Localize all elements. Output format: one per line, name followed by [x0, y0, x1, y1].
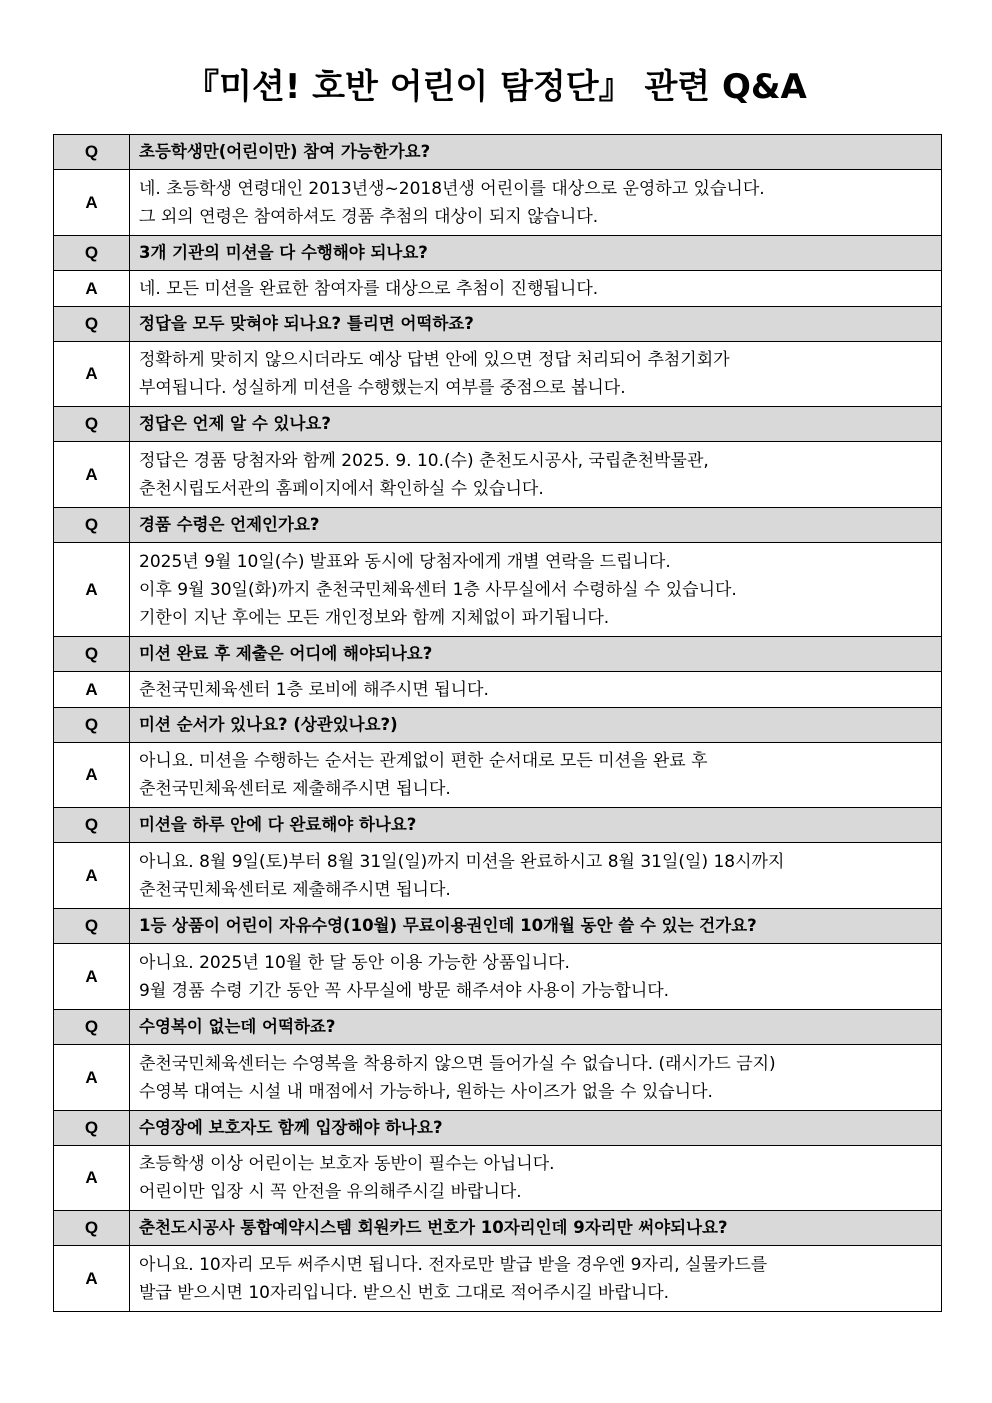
answer-row	[54, 543, 942, 637]
answer-line: 네. 초등학생 연령대인 2013년생~2018년생 어린이를 대상으로 운영하고 있습니다.	[139, 178, 765, 199]
question-text: 초등학생만(어린이만) 참여 가능한가요?	[130, 135, 942, 170]
question-row	[54, 1111, 942, 1146]
qa-table-body	[54, 135, 942, 1312]
question-text: 미션 완료 후 제출은 어디에 해야되나요?	[130, 637, 942, 672]
answer-label: A	[54, 170, 130, 236]
answer-row	[54, 1146, 942, 1211]
question-label: Q	[54, 909, 130, 944]
question-label: Q	[54, 1010, 130, 1045]
answer-label: A	[54, 342, 130, 407]
qa-table	[53, 134, 942, 1312]
answer-text	[130, 672, 942, 708]
answer-line: 정답은 경품 당첨자와 함께 2025. 9. 10.(수) 춘천도시공사, 국립춘천박물관,	[139, 450, 709, 471]
question-label: Q	[54, 135, 130, 170]
answer-label: A	[54, 843, 130, 909]
question-row	[54, 808, 942, 843]
answer-line: 아니요. 8월 9일(토)부터 8월 31일(일)까지 미션을 완료하시고 8월 31일(일) 18시까지	[139, 851, 785, 872]
answer-text	[130, 743, 942, 808]
answer-line: 아니요. 2025년 10월 한 달 동안 이용 가능한 상품입니다.	[139, 952, 570, 973]
question-label: Q	[54, 307, 130, 342]
answer-line: 정확하게 맞히지 않으시더라도 예상 답변 안에 있으면 정답 처리되어 추첨기회가	[139, 350, 730, 370]
answer-line: 춘천국민체육센터는 수영복을 착용하지 않으면 들어가실 수 없습니다. (래시가드 금지)	[139, 1053, 776, 1074]
answer-label: A	[54, 1045, 130, 1111]
question-row	[54, 407, 942, 442]
question-row	[54, 307, 942, 342]
answer-row	[54, 843, 942, 909]
answer-label: A	[54, 543, 130, 637]
answer-label: A	[54, 1246, 130, 1312]
question-row	[54, 909, 942, 944]
answer-line: 춘천국민체육센터 1층 로비에 해주시면 됩니다.	[139, 679, 489, 700]
answer-row	[54, 743, 942, 808]
answer-line: 부여됩니다. 성실하게 미션을 수행했는지 여부를 중점으로 봅니다.	[139, 378, 626, 398]
question-text: 미션을 하루 안에 다 완료해야 하나요?	[130, 808, 942, 843]
question-label: Q	[54, 407, 130, 442]
answer-row	[54, 271, 942, 307]
answer-line: 초등학생 이상 어린이는 보호자 동반이 필수는 아닙니다.	[139, 1154, 555, 1174]
answer-text	[130, 1045, 942, 1111]
answer-line: 이후 9월 30일(화)까지 춘천국민체육센터 1층 사무실에서 수령하실 수 있습니다.	[139, 579, 737, 600]
answer-line: 기한이 지난 후에는 모든 개인정보와 함께 지체없이 파기됩니다.	[139, 607, 610, 628]
question-row	[54, 708, 942, 743]
answer-text	[130, 342, 942, 407]
answer-line: 수영복 대여는 시설 내 매점에서 가능하나, 원하는 사이즈가 없을 수 있습니다.	[139, 1081, 713, 1102]
question-row	[54, 1010, 942, 1045]
question-label: Q	[54, 708, 130, 743]
answer-line: 발급 받으시면 10자리입니다. 받으신 번호 그대로 적어주시길 바랍니다.	[139, 1282, 670, 1303]
answer-text	[130, 170, 942, 236]
question-text: 정답을 모두 맞혀야 되나요? 틀리면 어떡하죠?	[130, 307, 942, 342]
answer-row	[54, 170, 942, 236]
page-title: 『미션! 호반 어린이 탐정단』 관련 Q&A	[185, 67, 807, 107]
question-label: Q	[54, 1111, 130, 1146]
answer-label: A	[54, 944, 130, 1010]
answer-row	[54, 672, 942, 708]
answer-text	[130, 271, 942, 307]
answer-text	[130, 944, 942, 1010]
answer-line: 어린이만 입장 시 꼭 안전을 유의해주시길 바랍니다.	[139, 1182, 522, 1202]
answer-line: 2025년 9월 10일(수) 발표와 동시에 당첨자에게 개별 연락을 드립니다.	[139, 551, 671, 572]
answer-row	[54, 442, 942, 508]
question-row	[54, 508, 942, 543]
answer-text	[130, 1246, 942, 1312]
question-row	[54, 236, 942, 271]
question-text: 1등 상품이 어린이 자유수영(10월) 무료이용권인데 10개월 동안 쓸 수 있는 건가요?	[130, 909, 942, 944]
question-text: 정답은 언제 알 수 있나요?	[130, 407, 942, 442]
question-label: Q	[54, 808, 130, 843]
question-text: 3개 기관의 미션을 다 수행해야 되나요?	[130, 236, 942, 271]
question-label: Q	[54, 637, 130, 672]
question-text: 춘천도시공사 통합예약시스템 회원카드 번호가 10자리인데 9자리만 써야되나요?	[130, 1211, 942, 1246]
question-row	[54, 1211, 942, 1246]
answer-line: 9월 경품 수령 기간 동안 꼭 사무실에 방문 해주셔야 사용이 가능합니다.	[139, 980, 670, 1001]
answer-label: A	[54, 672, 130, 708]
answer-text	[130, 1146, 942, 1211]
question-label: Q	[54, 236, 130, 271]
answer-label: A	[54, 743, 130, 808]
answer-label: A	[54, 271, 130, 307]
question-label: Q	[54, 508, 130, 543]
answer-line: 네. 모든 미션을 완료한 참여자를 대상으로 추첨이 진행됩니다.	[139, 278, 599, 299]
answer-row	[54, 342, 942, 407]
answer-line: 아니요. 미션을 수행하는 순서는 관계없이 편한 순서대로 모든 미션을 완료 후	[139, 751, 708, 771]
question-label: Q	[54, 1211, 130, 1246]
question-text: 수영복이 없는데 어떡하죠?	[130, 1010, 942, 1045]
answer-line: 아니요. 10자리 모두 써주시면 됩니다. 전자로만 발급 받을 경우엔 9자리, 실물카드를	[139, 1254, 768, 1275]
question-text: 수영장에 보호자도 함께 입장해야 하나요?	[130, 1111, 942, 1146]
answer-line: 그 외의 연령은 참여하셔도 경품 추첨의 대상이 되지 않습니다.	[139, 206, 599, 227]
answer-text	[130, 843, 942, 909]
answer-line: 춘천시립도서관의 홈페이지에서 확인하실 수 있습니다.	[139, 478, 544, 499]
answer-row	[54, 944, 942, 1010]
answer-line: 춘천국민체육센터로 제출해주시면 됩니다.	[139, 779, 451, 799]
question-row	[54, 135, 942, 170]
answer-label: A	[54, 1146, 130, 1211]
answer-text	[130, 543, 942, 637]
answer-row	[54, 1045, 942, 1111]
question-text: 미션 순서가 있나요? (상관있나요?)	[130, 708, 942, 743]
answer-label: A	[54, 442, 130, 508]
answer-line: 춘천국민체육센터로 제출해주시면 됩니다.	[139, 879, 451, 900]
answer-row	[54, 1246, 942, 1312]
question-row	[54, 637, 942, 672]
answer-text	[130, 442, 942, 508]
question-text: 경품 수령은 언제인가요?	[130, 508, 942, 543]
